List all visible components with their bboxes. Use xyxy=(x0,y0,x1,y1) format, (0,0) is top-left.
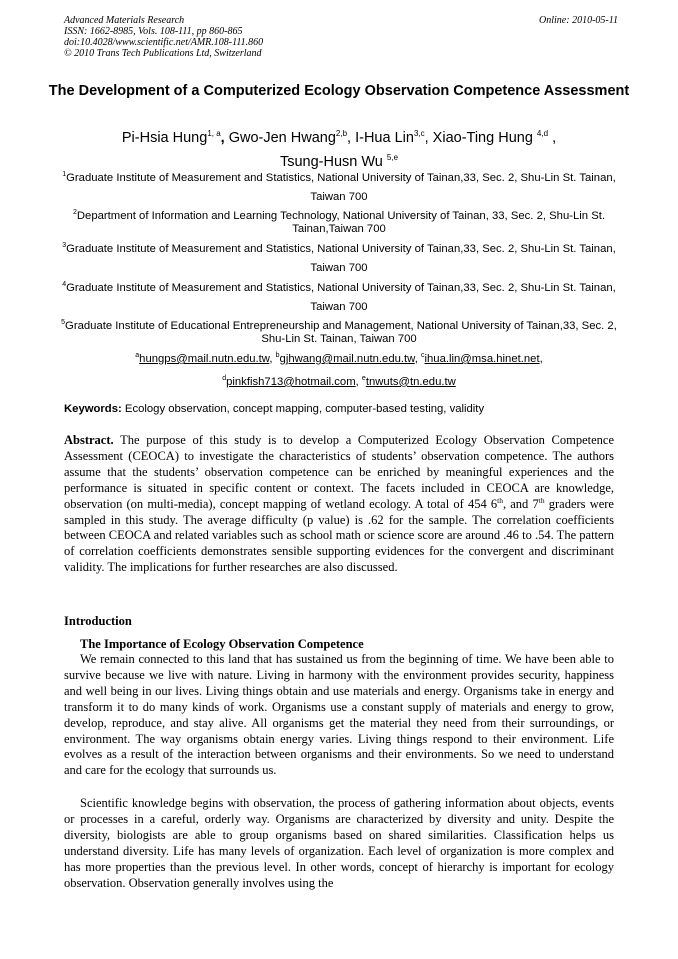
journal-name: Advanced Materials Research xyxy=(64,15,185,26)
abstract-label: Abstract. xyxy=(64,433,114,447)
affiliation: $^3$Graduate Institute of Measurement and Statistics, National University of Tainan,33, Sec. 2, Shu-Lin St. Tainan, Taiwan 700 xyxy=(62,242,616,274)
author-name: Tsung-Husn Wu xyxy=(279,153,383,170)
author-affiliation-mark: 3,c xyxy=(413,129,425,138)
keywords-text: Ecology observation, concept mapping, computer-based testing, validity xyxy=(124,403,485,415)
email-link[interactable]: pinkfish713@hotmail.com xyxy=(226,375,356,388)
author-affiliation-mark: 1, a xyxy=(207,129,221,138)
email-link[interactable]: hungps@mail.nutn.edu.tw xyxy=(139,352,270,365)
author-name: Gwo-Jen Hwang xyxy=(228,129,336,146)
author-affiliation-mark: 4,d xyxy=(536,129,549,138)
author-name: Xiao-Ting Hung xyxy=(432,129,533,146)
email-link[interactable]: ihua.lin@msa.hinet.net xyxy=(424,352,540,365)
section-heading: Introduction xyxy=(64,614,132,628)
subsection-heading: The Importance of Ecology Observation Competence xyxy=(80,637,364,651)
author-affiliation-mark: 5,e xyxy=(386,152,399,162)
body-paragraph: Scientific knowledge begins with observation, the process of gathering information about objects, events or processes in a careful, orderly way. Organisms are characterized by diversity and unity. Despite the diversity, biologists are able to group organisms based on shared similarities. Classification helps us understand diversity. Life has many levels of organization. Each level of organization is more complex and has more properties than the previous level. In other words, concept of hierarchy is important for ecology observation. Observation generally involves using the xyxy=(64,796,614,890)
issn-line: ISSN: 1662-8985, Vols. 108-111, pp 860-865 xyxy=(64,26,243,37)
affiliation: $^2$Department of Information and Learning Technology, National University of Tainan, 33, Sec. 2, Shu-Lin St. Tainan,Taiwan 700 xyxy=(72,209,606,235)
author-name: Pi-Hsia Hung xyxy=(121,129,208,146)
affiliation: $^5$Graduate Institute of Educational Entrepreneurship and Management, National University of Tainan,33, Sec. 2, Shu-Lin St. Tainan, Taiwan 700 xyxy=(61,319,617,345)
email-link[interactable]: gjhwang@mail.nutn.edu.tw xyxy=(279,352,415,365)
journal-header xyxy=(64,15,618,59)
author-affiliation-mark: 2,b xyxy=(335,129,348,138)
copyright-line: © 2010 Trans Tech Publications Ltd, Switzerland xyxy=(64,48,262,59)
paper-title: The Development of a Computerized Ecology Observation Competence Assessment xyxy=(48,83,630,99)
email-link[interactable]: tnwuts@tn.edu.tw xyxy=(365,375,456,388)
body-paragraph: We remain connected to this land that has sustained us from the beginning of time. We have been able to survive because we live with nature. Living in harmony with the environment provides security, happiness and well being in our lives. Living things obtain and use materials and energy. Organisms take in energy and transform it to do many kinds of work. Organisms use a constant supply of materials and energy to grow, develop, reproduce, and stay alive. All organisms get the material they need from their surroundings, or environment. The way organisms obtain energy varies. Living things respond to their environment. Life evolves as a result of the interaction between organisms and their environments. So we need to understand and care for the ecology that surrounds us. xyxy=(64,652,614,778)
author-name: I-Hua Lin xyxy=(355,129,414,146)
keywords-label: Keywords: xyxy=(64,403,122,415)
email-list: $^a$hungps@mail.nutn.edu.tw, $^b$gjhwang@mail.nutn.edu.tw, $^c$ihua.lin@msa.hinet.net, $^d$pinkfish713@hotmail.com, $^e$tnwuts@tn.edu.tw xyxy=(135,352,543,388)
doi-line: doi:10.4028/www.scientific.net/AMR.108-111.860 xyxy=(64,37,264,48)
affiliation: $^4$Graduate Institute of Measurement and Statistics, National University of Tainan,33, Sec. 2, Shu-Lin St. Tainan, Taiwan 700 xyxy=(62,281,616,313)
online-date: Online: 2010-05-11 xyxy=(539,15,618,26)
author-list: Pi-Hsia Hung$^{1, a}$, Gwo-Jen Hwang$^{2,b}$, I-Hua Lin$^{3,c}$, Xiao-Ting Hung $^{4,d}$ , Tsung-Husn Wu $^{5,e}$ xyxy=(121,129,557,170)
affiliation: $^1$Graduate Institute of Measurement and Statistics, National University of Tainan,33, Sec. 2, Shu-Lin St. Tainan, Taiwan 700 xyxy=(62,171,616,203)
abstract: Abstract. The purpose of this study is to develop a Computerized Ecology Observation Competence Assessment (CEOCA) to investigate the characteristics of students’ observation competence. The authors assume that the students’ observation competence can be enriched by meaningful experiences and the performance is situated in specific content or context. The facets included in CEOCA are knowledge, observation (on multi-media), concept mapping of wetland ecology. A total of 454 6th, and 7th graders were sampled in this study. The average difficulty (p value) is .62 for the sample. The correlation coefficients between CEOCA and related variables such as school math or science score are around .46 to .54. The pattern of correlation coefficients demonstrates sensible supporting evidences for the convergent and discriminant validity. The implications for further researches are also discussed. xyxy=(64,433,614,575)
keywords xyxy=(64,402,618,416)
